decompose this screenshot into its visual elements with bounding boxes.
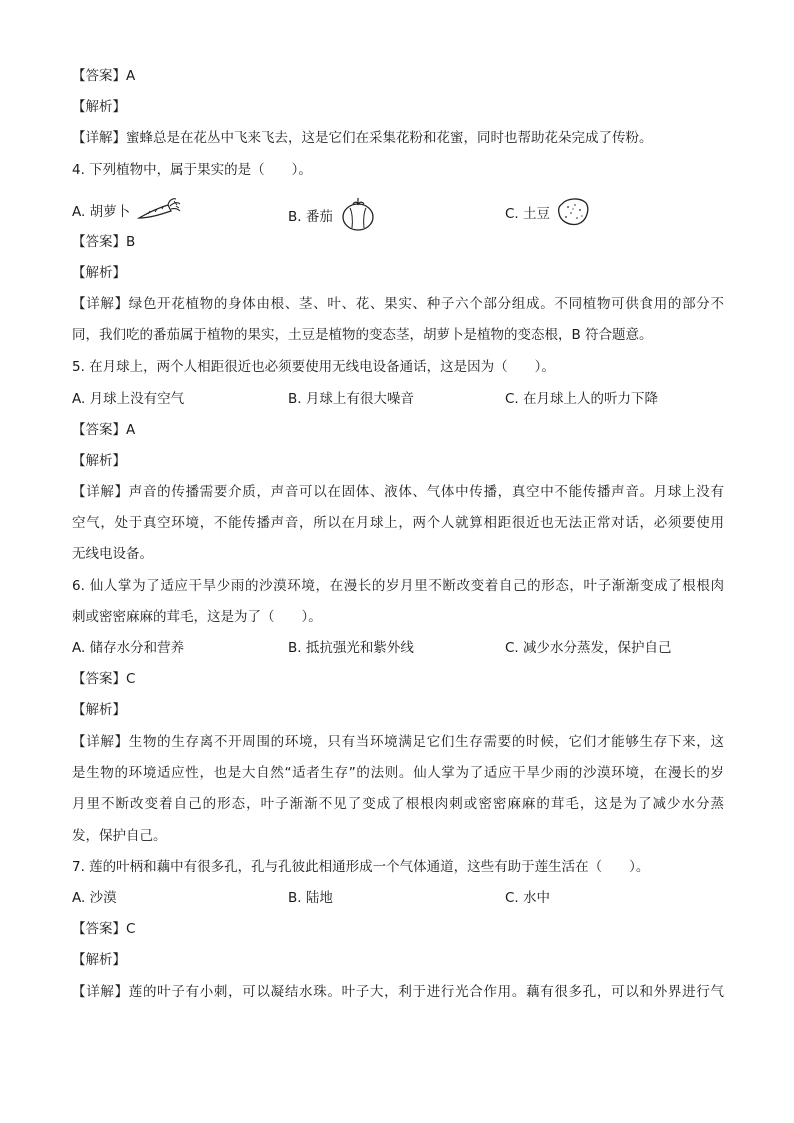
q5-option-c-letter: C. xyxy=(505,391,519,407)
q4-analysis: 【解析】 xyxy=(72,265,126,281)
q6-question-line-1: 6. 仙人掌为了适应干旱少雨的沙漠环境，在漫长的岁月里不断改变着自己的形态，叶子渐渐变成了根根肉 xyxy=(72,578,724,594)
q7-question: 7. 莲的叶柄和藕中有很多孔，孔与孔彼此相通形成一个气体通道，这些有助于莲生活在（ ）。 xyxy=(72,859,650,875)
q4-option-b xyxy=(288,196,377,238)
q4-option-b-text: 番茄 xyxy=(305,209,333,225)
q6-option-b-letter: B. xyxy=(288,640,302,656)
carrot-icon xyxy=(136,196,182,228)
q6-option-a-text: 储存水分和营养 xyxy=(89,640,185,656)
q5-option-b xyxy=(288,389,414,409)
q6-option-b xyxy=(288,638,414,658)
q5-option-b-text: 月球上有很大噪音 xyxy=(305,391,414,407)
q5-option-c xyxy=(505,389,658,409)
q6-option-b-text: 抵抗强光和紫外线 xyxy=(305,640,414,656)
q5-detail-line-3: 无线电设备。 xyxy=(72,546,153,562)
q5-option-a-text: 月球上没有空气 xyxy=(89,391,185,407)
q6-detail-line-1: 【详解】生物的生存离不开周围的环境，只有当环境满足它们生存需要的时候，它们才能够生存下来，这 xyxy=(72,734,724,750)
q4-detail-line-1: 【详解】绿色开花植物的身体由根、茎、叶、花、果实、种子六个部分组成。不同植物可供食用的部分不 xyxy=(72,296,724,312)
q5-option-b-letter: B. xyxy=(288,391,302,407)
q7-option-c-letter: C. xyxy=(505,890,519,906)
q4-option-a-text: 胡萝卜 xyxy=(89,204,131,220)
q7-option-c xyxy=(505,888,550,908)
q3-analysis: 【解析】 xyxy=(72,99,126,115)
q6-detail-line-3: 月里不断改变着自己的形态，叶子渐渐不见了变成了根根肉刺或密密麻麻的茸毛，这是为了减少水分蒸 xyxy=(72,796,724,812)
q4-option-c xyxy=(505,196,590,232)
q6-option-c-text: 减少水分蒸发，保护自己 xyxy=(523,640,672,656)
q4-option-c-letter: C. xyxy=(505,206,519,222)
q4-answer: 【答案】B xyxy=(72,234,136,250)
q6-question-line-2: 刺或密密麻麻的茸毛，这是为了（ ）。 xyxy=(72,609,322,625)
q5-option-a-letter: A. xyxy=(72,391,86,407)
q4-detail-line-2: 同，我们吃的番茄属于植物的果实，土豆是植物的变态茎，胡萝卜是植物的变态根，B 符合题意。 xyxy=(72,327,653,343)
q7-option-b-text: 陆地 xyxy=(305,890,333,906)
q5-option-a xyxy=(72,389,184,409)
q6-option-c xyxy=(505,638,672,658)
q7-option-a xyxy=(72,888,117,908)
q7-option-b-letter: B. xyxy=(288,890,302,906)
q5-analysis: 【解析】 xyxy=(72,453,126,469)
q7-option-b xyxy=(288,888,333,908)
q6-option-c-letter: C. xyxy=(505,640,519,656)
potato-icon xyxy=(556,196,590,232)
q5-answer: 【答案】A xyxy=(72,422,136,438)
q4-option-b-letter: B. xyxy=(288,209,302,225)
q7-option-c-text: 水中 xyxy=(523,890,551,906)
q5-question: 5. 在月球上，两个人相距很近也必须要使用无线电设备通话，这是因为（ ）。 xyxy=(72,359,555,375)
q6-option-a-letter: A. xyxy=(72,640,86,656)
q5-detail-line-2: 空气，处于真空环境，不能传播声音，所以在月球上，两个人就算相距很近也无法正常对话，必须要使用 xyxy=(72,515,724,531)
q3-answer: 【答案】A xyxy=(72,68,136,84)
q7-detail-line-1: 【详解】莲的叶子有小刺，可以凝结水珠。叶子大，利于进行光合作用。藕有很多孔，可以和外界进行气 xyxy=(72,984,724,1000)
q6-answer: 【答案】C xyxy=(72,671,136,687)
q5-option-c-text: 在月球上人的听力下降 xyxy=(523,391,659,407)
q6-detail-line-2: 是生物的环境适应性，也是大自然“适者生存”的法则。仙人掌为了适应干旱少雨的沙漠环境，在漫长的岁 xyxy=(72,765,724,781)
q4-option-a-letter: A. xyxy=(72,204,86,220)
q5-detail-line-1: 【详解】声音的传播需要介质，声音可以在固体、液体、气体中传播，真空中不能传播声音。月球上没有 xyxy=(72,484,724,500)
q7-answer: 【答案】C xyxy=(72,921,136,937)
q6-detail-line-4: 发，保护自己。 xyxy=(72,828,167,844)
q4-option-a xyxy=(72,196,182,228)
q6-option-a xyxy=(72,638,184,658)
q3-detail: 【详解】蜜蜂总是在花丛中飞来飞去，这是它们在采集花粉和花蜜，同时也帮助花朵完成了传粉。 xyxy=(72,130,653,146)
q7-analysis: 【解析】 xyxy=(72,952,126,968)
q6-analysis: 【解析】 xyxy=(72,702,126,718)
q7-option-a-letter: A. xyxy=(72,890,86,906)
q4-question: 4. 下列植物中，属于果实的是（ ）。 xyxy=(72,162,312,178)
q7-option-a-text: 沙漠 xyxy=(89,890,117,906)
tomato-icon xyxy=(339,196,377,238)
q4-option-c-text: 土豆 xyxy=(523,206,551,222)
